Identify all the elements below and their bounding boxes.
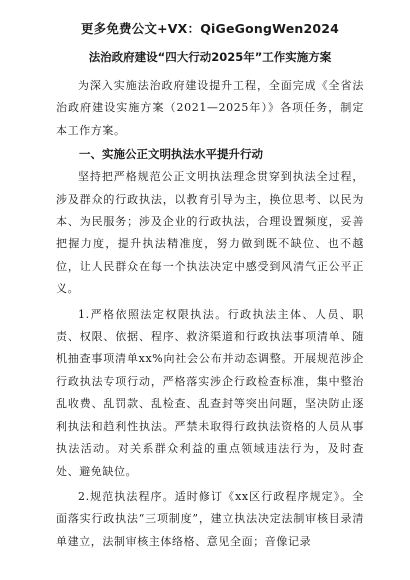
watermark-header: 更多免费公文+VX：QiGeGongWen2024 xyxy=(80,21,340,36)
section1-paragraph-2: 1.严格依照法定权限执法。行政执法主体、人员、职责、权限、依据、程序、救济渠道和行政执法事项清单、随机抽查事项清单xx%向社会公布并动态调整。开展规范涉企行政执法专项行动，严格落实涉企行政检查标准，集中整治乱收费、乱罚款、乱检查、乱查封等突出问题，坚决防止逐利执法和趋利性执法。严禁未取得行政执法资格的人员从事执法活动。对关系群众利益的重点领域违法行为，及时查处、避免缺位。 xyxy=(56,307,364,478)
section1-paragraph-1: 坚持把严格规范公正文明执法理念贯穿到执法全过程，涉及群众的行政执法，以教育引导为主，换位思考、以民为本、为民服务；涉及企业的行政执法，合理设置频度，妥善把握力度，提升执法精准度，努力做到既不缺位、也不越位，让人民群众在每一个执法决定中感受到风清气正公平正义。 xyxy=(56,170,364,296)
document-title: 法治政府建设“四大行动2025年”工作实施方案 xyxy=(88,50,332,64)
section1-paragraph-3: 2.规范执法程序。适时修订《xx区行政程序规定》。全面落实行政执法“三项制度”，建立执法决定法制审核目录清单建立，法制审核主体络格、意见全面；音像记录 xyxy=(56,489,364,548)
intro-paragraph: 为深入实施法治政府建设提升工程，全面完成《全省法治政府建设实施方案（2021—2025年）》各项任务，制定本工作方案。 xyxy=(56,79,364,137)
section-heading-1: 一、实施公正文明执法水平提升行动 xyxy=(79,147,263,162)
